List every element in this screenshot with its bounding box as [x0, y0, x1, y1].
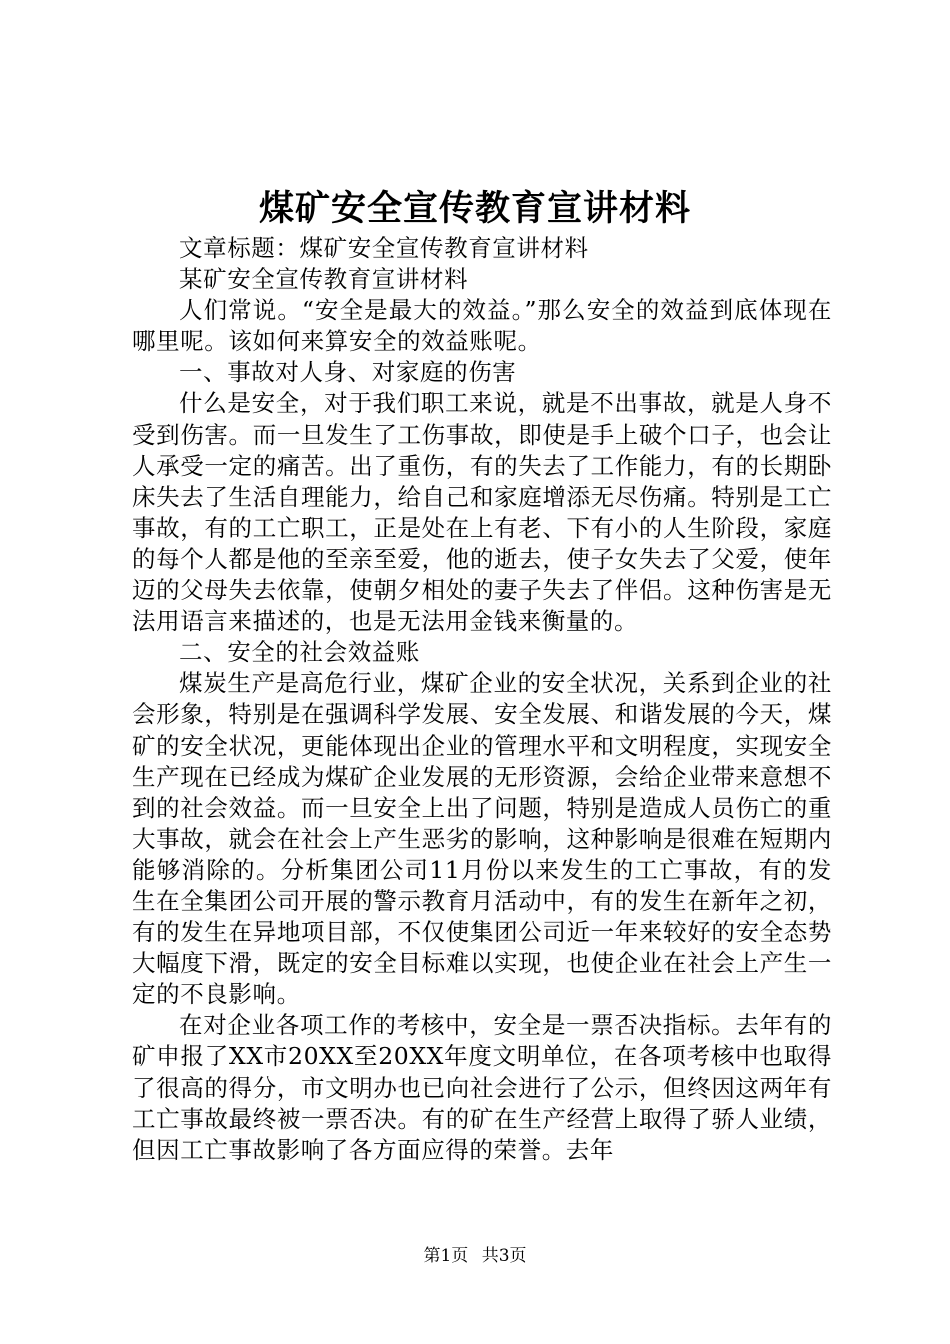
- page-footer: [0, 1244, 950, 1268]
- section-2-paragraph-2: 在对企业各项工作的考核中，安全是一票否决指标。去年有的矿申报了XX市20XX至20XX年度文明单位，在各项考核中也取得了很高的得分，市文明办也已向社会进行了公示，但终因这两年有工亡事故最终被一票否决。有的矿在生产经营上取得了骄人业绩，但因工亡事故影响了各方面应得的荣誉。去年: [132, 1011, 832, 1164]
- page-total: 共3页: [481, 1246, 527, 1266]
- subtitle-line: 某矿安全宣传教育宣讲材料: [179, 265, 469, 294]
- section-1-paragraph: 什么是安全，对于我们职工来说，就是不出事故，就是人身不受到伤害。而一旦发生了工伤事故，即使是手上破个口子，也会让人承受一定的痛苦。出了重伤，有的失去了工作能力，有的长期卧床失去了生活自理能力，给自己和家庭增添无尽伤痛。特别是工亡事故，有的工亡职工，正是处在上有老、下有小的人生阶段，家庭的每个人都是他的至亲至爱，他的逝去，使子女失去了父爱，使年迈的父母失去依靠，使朝夕相处的妻子失去了伴侣。这种伤害是无法用语言来描述的，也是无法用金钱来衡量的。: [132, 389, 832, 636]
- document-body: [132, 233, 832, 1166]
- article-title-line: 文章标题：煤矿安全宣传教育宣讲材料: [179, 234, 589, 262]
- intro-paragraph: 人们常说。“安全是最大的效益。”那么安全的效益到底体现在哪里呢。该如何来算安全的效益账呢。: [132, 296, 832, 356]
- document-title: 煤矿安全宣传教育宣讲材料: [258, 188, 691, 229]
- section-heading-1: 一、事故对人身、对家庭的伤害: [179, 358, 517, 387]
- section-heading-2: 二、安全的社会效益账: [179, 638, 420, 667]
- section-2-paragraph-1: 煤炭生产是高危行业，煤矿企业的安全状况，关系到企业的社会形象，特别是在强调科学发展、安全发展、和谐发展的今天，煤矿的安全状况，更能体现出企业的管理水平和文明程度，实现安全生产现在已经成为煤矿企业发展的无形资源，会给企业带来意想不到的社会效益。而一旦安全上出了问题，特别是造成人员伤亡的重大事故，就会在社会上产生恶劣的影响，这种影响是很难在短期内能够消除的。分析集团公司11月份以来发生的工亡事故，有的发生在全集团公司开展的警示教育月活动中，有的发生在新年之初，有的发生在异地项目部，不仅使集团公司近一年来较好的安全态势大幅度下滑，既定的安全目标难以实现，也使企业在社会上产生一定的不良影响。: [132, 669, 832, 1009]
- page-number: 第1页: [423, 1246, 469, 1266]
